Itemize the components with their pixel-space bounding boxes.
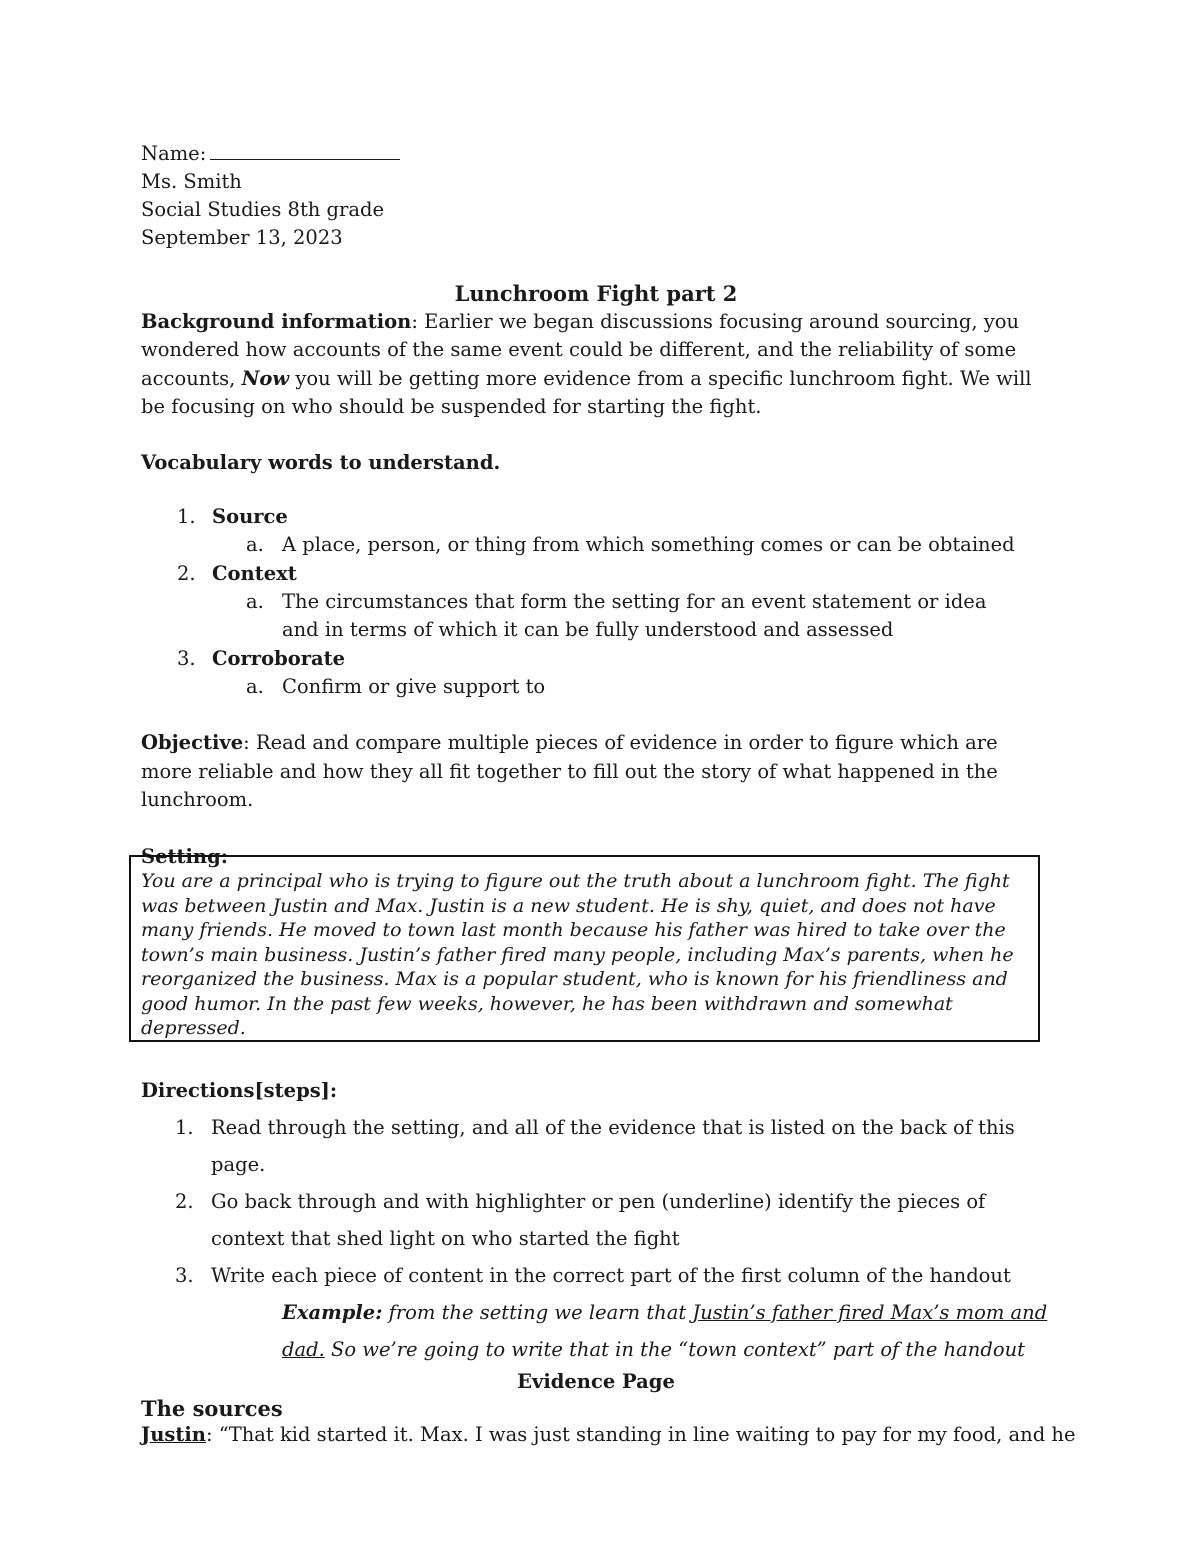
background-emphasis: Now — [241, 366, 290, 390]
teacher-name: Ms. Smith — [141, 170, 242, 193]
step-text: Write each piece of content in the correct part of the first column of the handout — [211, 1264, 1011, 1287]
vocab-num: 1. — [177, 505, 196, 529]
vocab-term: Source — [212, 505, 288, 529]
example-text-1: from the setting we learn that — [382, 1301, 693, 1324]
vocab-def-text: Confirm or give support to — [282, 674, 546, 698]
step-text: Go back through and with highlighter or pen (underline) identify the pieces of context that shed light on who started the fight — [211, 1190, 986, 1250]
example-paragraph — [141, 1294, 1051, 1368]
vocab-def — [141, 673, 1051, 701]
example-label: Example: — [282, 1301, 383, 1324]
vocab-heading: Vocabulary words to understand. — [141, 451, 501, 475]
vocab-letter: a. — [246, 590, 264, 614]
vocab-num: 3. — [177, 646, 196, 670]
course-name: Social Studies 8th grade — [141, 198, 384, 221]
example-text-2: So we’re going to write that in the “town context” part of the handout — [324, 1338, 1025, 1361]
sources-heading: The sources — [141, 1396, 283, 1421]
vocab-def — [141, 588, 1051, 645]
vocab-list — [141, 503, 1051, 701]
direction-step — [141, 1183, 1051, 1257]
name-blank[interactable] — [210, 141, 400, 160]
background-text-2: you will be getting more evidence from a specific lunchroom fight. We will be focusing on who should be suspended for starting the fight. — [141, 366, 1032, 418]
step-num: 2. — [175, 1190, 194, 1213]
step-num: 1. — [175, 1116, 194, 1139]
name-label: Name: — [141, 142, 207, 165]
document-page — [141, 140, 1051, 871]
background-text-1: Earlier we began discussions focusing around sourcing, you wondered how accounts of the same event could be different, and the reliability of some accounts, — [141, 310, 1020, 390]
vocab-item — [141, 560, 1051, 645]
objective-label: Objective — [141, 731, 244, 755]
document-page-lower — [141, 1077, 1076, 1448]
speaker-name: Justin — [141, 1423, 206, 1446]
direction-step — [141, 1257, 1051, 1294]
source-justin — [141, 1422, 1076, 1448]
step-num: 3. — [175, 1264, 194, 1287]
directions-list — [141, 1109, 1051, 1294]
objective-text: Read and compare multiple pieces of evidence in order to figure which are more reliable and how they all fit together to fill out the story of what happened in the lunchroom. — [141, 731, 998, 811]
example-underlined: Justin’s father fired Max’s mom and dad. — [282, 1301, 1048, 1361]
vocab-def-text: A place, person, or thing from which something comes or can be obtained — [282, 533, 1015, 557]
document-title: Lunchroom Fight part 2 — [454, 281, 738, 306]
document-date: September 13, 2023 — [141, 226, 343, 249]
step-text: Read through the setting, and all of the evidence that is listed on the back of this page. — [211, 1116, 1015, 1176]
evidence-page-title: Evidence Page — [517, 1370, 675, 1393]
background-sep: : — [411, 310, 418, 333]
vocab-def-text: The circumstances that form the setting for an event statement or idea and in terms of which it can be fully understood and assessed — [282, 590, 987, 642]
direction-step — [141, 1109, 1051, 1183]
vocab-item — [141, 503, 1051, 560]
setting-text: You are a principal who is trying to figure out the truth about a lunchroom fight. The fight was between Justin and Max. Justin is a new student. He is shy, quiet, and does not have many friends. He moved to town last month because his father was hired to take over the town’s main business. Justin’s father fired many people, including Max’s parents, when he reorganized the business. Max is a popular student, who is known for his friendliness and good humor. In the past few weeks, however, he has been withdrawn and somewhat depressed. — [141, 870, 1014, 1039]
vocab-letter: a. — [246, 674, 264, 698]
vocab-def — [141, 531, 1051, 559]
objective-sep: : — [243, 731, 250, 755]
objective-paragraph — [141, 729, 1051, 814]
vocab-num: 2. — [177, 561, 196, 585]
vocab-letter: a. — [246, 533, 264, 557]
setting-heading: Setting: — [141, 845, 228, 869]
directions-heading: Directions[steps]: — [141, 1079, 338, 1102]
vocab-term: Corroborate — [212, 646, 346, 670]
name-line — [141, 140, 1051, 168]
background-label: Background information — [141, 310, 412, 333]
background-paragraph — [141, 308, 1051, 421]
vocab-item — [141, 645, 1051, 702]
speaker-quote: : “That kid started it. Max. I was just standing in line waiting to pay for my food, and he — [205, 1423, 1076, 1446]
setting-box — [129, 855, 1040, 1042]
vocab-term: Context — [212, 561, 297, 585]
